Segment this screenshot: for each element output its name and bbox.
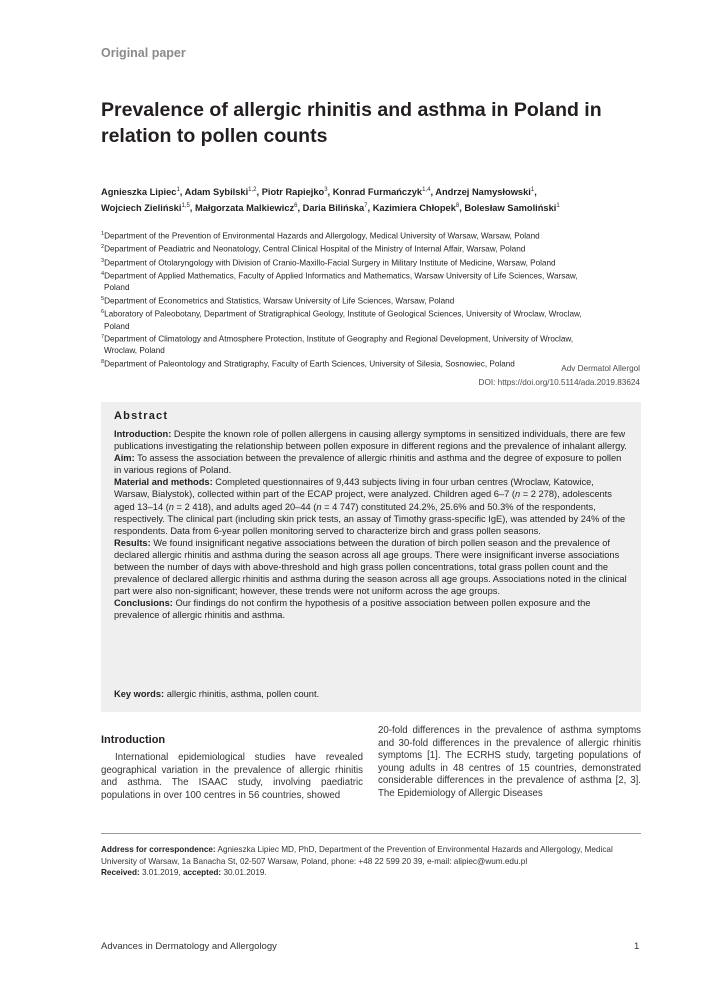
affiliation-text: Department of the Prevention of Environmental Hazards and Allergology, Medical University of Warsaw, Warsaw, Poland <box>104 231 540 241</box>
affiliation-text-continued: Poland <box>104 283 130 293</box>
author-affiliation-ref: 1 <box>556 203 560 210</box>
author-name: Piotr Rapiejko <box>261 187 325 198</box>
affiliation-number: 4 <box>101 270 105 277</box>
abstract-section-text: = 2 278), adolescents aged 13–14 ( <box>114 489 612 512</box>
author-name: Daria Bilińska <box>302 203 365 214</box>
author-name: Bolesław Samoliński <box>464 203 557 214</box>
abstract-section-text: We found insignificant negative associations between the duration of birch pollen season and the prevalence of declared allergic rhinitis and asthma during the season across all age groups. There were insignificant inverse associations between the number of days with above-threshold and high grass pollen concentrations, total grass pollen count and the prevalence of declared allergic rhinitis and asthma during the season across all age groups. Associations noted in the clinical part were also non-significant; however, these trends were not uniform across the age groups. <box>114 537 627 597</box>
affiliation-text: Laboratory of Paleobotany, Department of Stratigraphical Geology, Institute of Geological Sciences, University of Wroclaw, Wroclaw, <box>104 309 582 319</box>
keywords-label: Key words: <box>114 689 165 699</box>
abstract-results <box>114 537 629 597</box>
keywords-text: allergic rhinitis, asthma, pollen count. <box>164 689 320 699</box>
affiliation-list <box>101 229 641 370</box>
affiliation-text: Department of Applied Mathematics, Faculty of Applied Informatics and Mathematics, Warsaw University of Life Sciences, Warsaw, <box>104 271 578 281</box>
affiliation-text: Department of Paleontology and Stratigraphy, Faculty of Earth Sciences, University of Silesia, Sosnowiec, Poland <box>104 359 515 369</box>
affiliation-text: Department of Econometrics and Statistics, Warsaw University of Life Sciences, Warsaw, Poland <box>104 296 455 306</box>
affiliation-number: 2 <box>101 244 105 251</box>
abstract-conclusions <box>114 597 629 621</box>
received-date: 3.01.2019, <box>139 868 183 878</box>
author-affiliation-ref: 7 <box>364 203 368 210</box>
section-heading-introduction: Introduction <box>101 734 166 746</box>
affiliation-text-continued: Poland <box>104 321 130 331</box>
body-column-left <box>101 725 363 802</box>
abstract-section-text: To assess the association between the prevalence of allergic rhinitis and asthma and the degree of exposure to pollen in various regions of Poland. <box>114 453 622 476</box>
correspondence-label: Address for correspondence: <box>101 845 216 854</box>
abstract-section-label: Material and methods: <box>114 477 213 488</box>
affiliation-number: 6 <box>101 309 105 316</box>
author-name: Kazimiera Chłopek <box>372 203 456 214</box>
author-affiliation-ref: 8 <box>455 203 460 210</box>
author-list: Agnieszka Lipiec$^1$, Adam Sybilski$^{1,2}$, Piotr Rapiejko$^3$, Konrad Furmańczyk$^{1,4}$, Andrzej Namysłowski$^1$, Wojciech Zieliński$^{1,5}$, Małgorzata Malkiewicz$^6$, Daria Bilińska$^7$, Kazimiera Chłopek$^8$, Bolesław Samoliński$^1$ <box>101 187 560 214</box>
affiliation-item <box>101 307 641 332</box>
author-affiliation-ref: 6 <box>294 203 298 210</box>
journal-abbrev: Adv Dermatol Allergol <box>561 364 640 373</box>
abstract-section-text: Despite the known role of pollen allergens in causing allergy symptoms in sensitized individuals, there are few publications investigating the relationship between pollen exposure in different regions and the prevalence of inhalant allergy. <box>114 429 627 452</box>
keywords <box>114 689 319 699</box>
page-number: 1 <box>634 941 640 952</box>
author-name: Adam Sybilski <box>184 187 249 198</box>
author-affiliation-ref: 1,5 <box>181 203 190 210</box>
received-label: Received: <box>101 868 140 878</box>
affiliation-item <box>101 332 641 357</box>
footer-journal-name: Advances in Dermatology and Allergology <box>101 941 277 952</box>
author-affiliation-ref: 1,2 <box>248 187 257 193</box>
body-paragraph: 20-fold differences in the prevalence of asthma symptoms and 30-fold differences in the prevalence of allergic rhinitis symptoms [1]. The ECRHS study, targeting populations of young adults in 48 centres of 15 countries, demonstrated considerable differences in the prevalence of asthma [2, 3]. The Epidemiology of Allergic Diseases <box>378 725 641 799</box>
abstract-section-text: = 4 747) constituted 24.2%, 25.6% and 50.3% of the respondents, respectively. The clinical part (including skin prick tests, an assay of Timothy grass-specific IgE), was attended by 24% of the respondents. Data from 6-year pollen monitoring served to characterize birch and grass pollen seasons. <box>114 501 626 536</box>
affiliation-number: 8 <box>101 359 105 366</box>
accepted-date: 30.01.2019. <box>221 868 267 878</box>
affiliation-text: Department of Otolaryngology with Division of Cranio-Maxillo-Facial Surgery in Military Institute of Medicine, Warsaw, Poland <box>104 258 556 268</box>
accepted-label: accepted: <box>182 868 222 878</box>
affiliation-number: 7 <box>101 334 105 341</box>
body-paragraph: International epidemiological studies have revealed geographical variation in the prevalence of allergic rhinitis and asthma. The ISAAC study, involving paediatric populations in over 100 centres in 56 countries, showed <box>101 752 363 801</box>
abstract-section-label: Aim: <box>114 453 135 464</box>
correspondence-text: Agnieszka Lipiec MD, PhD, Department of the Prevention of Environmental Hazards and Allergology, Medical University of Warsaw, 1a Banacha St, 02-507 Warsaw, Poland, phone: +48 22 599 20 39, e-mail: alipiec@wum.edu.pl <box>101 845 613 866</box>
abstract-section-text: = 2 418), and adults aged 20–44 ( <box>173 501 317 512</box>
abstract-section-text: Our findings do not confirm the hypothesis of a positive association between pollen exposure and the prevalence of allergic rhinitis and asthma. <box>114 598 591 621</box>
affiliation-item <box>101 269 641 294</box>
affiliation-number: 5 <box>101 295 105 302</box>
affiliation-text-continued: Wroclaw, Poland <box>104 346 165 356</box>
author-affiliation-ref: 1 <box>530 187 535 193</box>
variable-n: n <box>316 501 322 512</box>
author-affiliation-ref: 1 <box>176 187 180 193</box>
abstract-section-label: Introduction: <box>114 429 172 439</box>
affiliation-item <box>101 294 641 307</box>
affiliation-number: 3 <box>101 257 105 264</box>
affiliation-text: Department of Climatology and Atmosphere Protection, Institute of Geography and Regional Development, University of Wroclaw, <box>104 334 574 344</box>
body-column-right <box>378 725 641 801</box>
footnote-divider <box>101 833 641 834</box>
author-name: Andrzej Namysłowski <box>435 187 531 198</box>
abstract-methods <box>114 476 629 536</box>
article-title: Prevalence of allergic rhinitis and asthma in Poland in relation to pollen counts <box>101 99 602 147</box>
affiliation-item <box>101 229 641 242</box>
author-name: Małgorzata Malkiewicz <box>194 203 295 214</box>
abstract-section-label: Results: <box>114 537 151 548</box>
abstract-introduction <box>114 428 629 452</box>
affiliation-number: 1 <box>101 231 105 237</box>
affiliation-text: Department of Peadiatric and Neonatology, Central Clinical Hospital of the Ministry of Internal Affair, Warsaw, Poland <box>104 245 526 255</box>
abstract-body <box>114 428 629 622</box>
article-type-label: Original paper <box>101 46 186 60</box>
variable-n: n <box>515 489 521 500</box>
abstract-heading: Abstract <box>114 410 169 422</box>
affiliation-item <box>101 256 641 269</box>
correspondence-block <box>101 844 641 879</box>
affiliation-item <box>101 242 641 255</box>
abstract-section-text: Completed questionnaires of 9,443 subjects living in four urban centres (Wroclaw, Katowice, Warsaw, Bialystok), collected within part of the ECAP project, were analyzed. Children aged 6–7 ( <box>114 477 594 500</box>
abstract-section-label: Conclusions: <box>114 598 173 609</box>
journal-reference <box>479 362 640 390</box>
author-name: Konrad Furmańczyk <box>332 187 423 198</box>
author-affiliation-ref: 3 <box>324 187 328 193</box>
author-name: Agnieszka Lipiec <box>101 187 177 198</box>
author-name: Wojciech Zieliński <box>101 203 182 214</box>
author-affiliation-ref: 1,4 <box>422 187 431 193</box>
abstract-aim <box>114 452 629 476</box>
variable-n: n <box>168 501 174 512</box>
doi-link[interactable]: DOI: https://doi.org/10.5114/ada.2019.83624 <box>478 378 640 387</box>
